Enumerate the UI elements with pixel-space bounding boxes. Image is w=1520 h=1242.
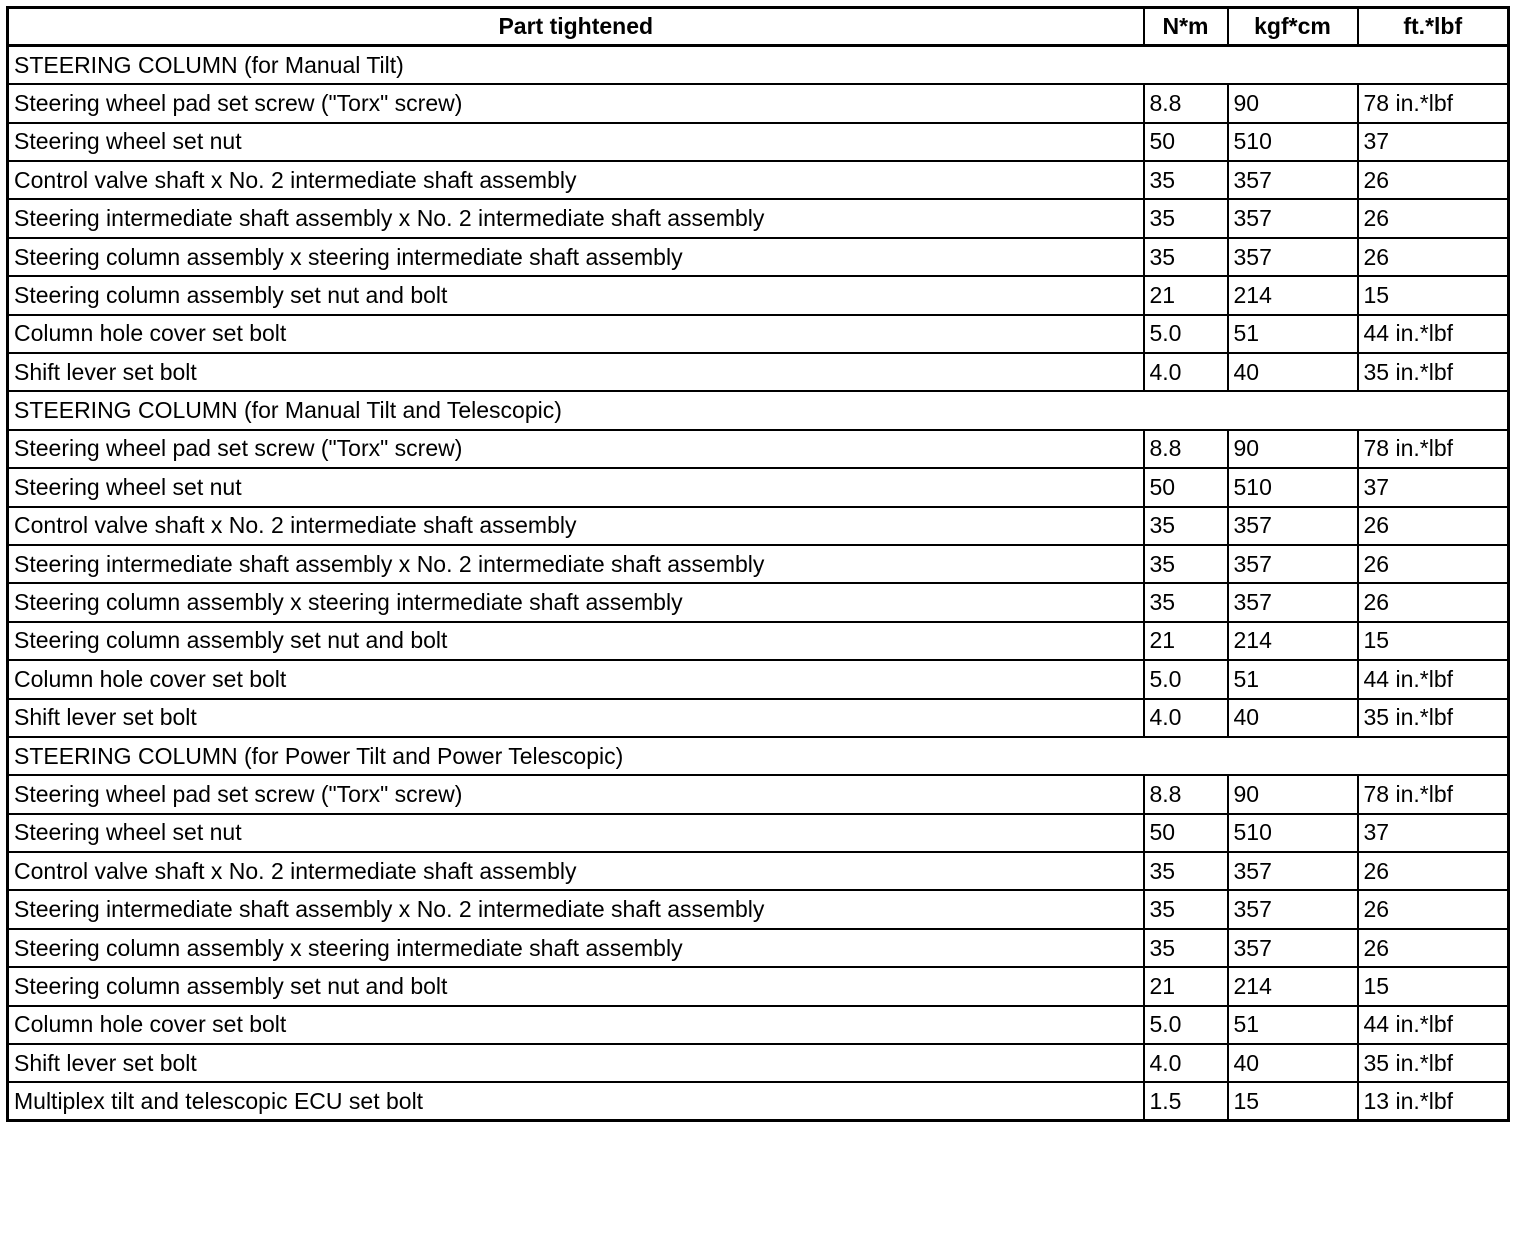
table-row [8,1082,1509,1120]
cell-ftlbf: 26 [1358,199,1509,237]
header-kgfcm: kgf*cm [1228,8,1358,46]
cell-nm: 35 [1144,852,1228,890]
cell-nm: 5.0 [1144,315,1228,353]
cell-nm: 21 [1144,967,1228,1005]
cell-kgfcm: 90 [1228,775,1358,813]
section-row [8,737,1509,775]
cell-kgfcm: 357 [1228,161,1358,199]
cell-part-tightened: Steering wheel set nut [8,468,1144,506]
cell-nm: 50 [1144,123,1228,161]
cell-nm: 8.8 [1144,430,1228,468]
cell-part-tightened: Steering wheel pad set screw ("Torx" screw) [8,84,1144,122]
torque-spec-table [6,6,1510,1122]
cell-kgfcm: 214 [1228,276,1358,314]
cell-kgfcm: 357 [1228,583,1358,621]
cell-part-tightened: Steering intermediate shaft assembly x No. 2 intermediate shaft assembly [8,890,1144,928]
table-row [8,583,1509,621]
cell-ftlbf: 37 [1358,123,1509,161]
table-row [8,238,1509,276]
cell-ftlbf: 15 [1358,276,1509,314]
section-row [8,391,1509,429]
cell-kgfcm: 214 [1228,967,1358,1005]
cell-ftlbf: 15 [1358,622,1509,660]
cell-nm: 5.0 [1144,660,1228,698]
cell-ftlbf: 26 [1358,161,1509,199]
table-row [8,468,1509,506]
cell-kgfcm: 510 [1228,123,1358,161]
cell-part-tightened: Steering column assembly x steering intermediate shaft assembly [8,929,1144,967]
table-row [8,507,1509,545]
cell-ftlbf: 26 [1358,890,1509,928]
section-title: STEERING COLUMN (for Manual Tilt) [8,46,1509,84]
cell-nm: 35 [1144,583,1228,621]
cell-ftlbf: 26 [1358,852,1509,890]
table-row [8,929,1509,967]
cell-nm: 21 [1144,622,1228,660]
cell-nm: 5.0 [1144,1006,1228,1044]
table-row [8,84,1509,122]
cell-ftlbf: 26 [1358,545,1509,583]
table-row [8,1044,1509,1082]
cell-part-tightened: Steering column assembly x steering intermediate shaft assembly [8,238,1144,276]
cell-part-tightened: Control valve shaft x No. 2 intermediate shaft assembly [8,507,1144,545]
table-row [8,430,1509,468]
cell-nm: 50 [1144,468,1228,506]
cell-kgfcm: 40 [1228,353,1358,391]
cell-nm: 35 [1144,199,1228,237]
cell-part-tightened: Multiplex tilt and telescopic ECU set bolt [8,1082,1144,1120]
cell-part-tightened: Column hole cover set bolt [8,315,1144,353]
table-row [8,967,1509,1005]
cell-part-tightened: Control valve shaft x No. 2 intermediate shaft assembly [8,852,1144,890]
table-row [8,660,1509,698]
cell-nm: 50 [1144,814,1228,852]
section-title: STEERING COLUMN (for Manual Tilt and Telescopic) [8,391,1509,429]
table-row [8,353,1509,391]
cell-part-tightened: Steering column assembly x steering intermediate shaft assembly [8,583,1144,621]
cell-ftlbf: 13 in.*lbf [1358,1082,1509,1120]
cell-kgfcm: 40 [1228,699,1358,737]
table-row [8,545,1509,583]
cell-nm: 1.5 [1144,1082,1228,1120]
cell-ftlbf: 26 [1358,929,1509,967]
cell-ftlbf: 37 [1358,468,1509,506]
cell-nm: 8.8 [1144,84,1228,122]
table-row [8,699,1509,737]
cell-part-tightened: Shift lever set bolt [8,353,1144,391]
cell-ftlbf: 15 [1358,967,1509,1005]
cell-part-tightened: Column hole cover set bolt [8,660,1144,698]
cell-ftlbf: 78 in.*lbf [1358,775,1509,813]
cell-part-tightened: Steering intermediate shaft assembly x No. 2 intermediate shaft assembly [8,199,1144,237]
cell-part-tightened: Shift lever set bolt [8,699,1144,737]
cell-part-tightened: Column hole cover set bolt [8,1006,1144,1044]
cell-part-tightened: Steering wheel pad set screw ("Torx" screw) [8,430,1144,468]
cell-part-tightened: Control valve shaft x No. 2 intermediate shaft assembly [8,161,1144,199]
table-body [8,46,1509,1121]
cell-part-tightened: Steering wheel pad set screw ("Torx" screw) [8,775,1144,813]
cell-nm: 8.8 [1144,775,1228,813]
cell-kgfcm: 40 [1228,1044,1358,1082]
cell-kgfcm: 357 [1228,545,1358,583]
cell-nm: 4.0 [1144,1044,1228,1082]
header-ftlbf: ft.*lbf [1358,8,1509,46]
cell-kgfcm: 357 [1228,929,1358,967]
cell-ftlbf: 78 in.*lbf [1358,84,1509,122]
table-row [8,775,1509,813]
cell-kgfcm: 51 [1228,660,1358,698]
cell-ftlbf: 37 [1358,814,1509,852]
cell-ftlbf: 35 in.*lbf [1358,1044,1509,1082]
cell-kgfcm: 90 [1228,84,1358,122]
cell-nm: 35 [1144,890,1228,928]
cell-kgfcm: 357 [1228,199,1358,237]
cell-part-tightened: Steering column assembly set nut and bolt [8,967,1144,1005]
cell-part-tightened: Steering intermediate shaft assembly x No. 2 intermediate shaft assembly [8,545,1144,583]
header-nm: N*m [1144,8,1228,46]
cell-nm: 35 [1144,507,1228,545]
cell-nm: 4.0 [1144,699,1228,737]
table-row [8,1006,1509,1044]
table-row [8,161,1509,199]
cell-kgfcm: 357 [1228,507,1358,545]
cell-part-tightened: Steering column assembly set nut and bolt [8,276,1144,314]
table-row [8,890,1509,928]
cell-part-tightened: Steering column assembly set nut and bolt [8,622,1144,660]
cell-ftlbf: 26 [1358,583,1509,621]
table-row [8,199,1509,237]
cell-nm: 4.0 [1144,353,1228,391]
cell-nm: 21 [1144,276,1228,314]
table-row [8,814,1509,852]
table-row [8,315,1509,353]
cell-ftlbf: 35 in.*lbf [1358,699,1509,737]
cell-kgfcm: 510 [1228,814,1358,852]
cell-part-tightened: Steering wheel set nut [8,814,1144,852]
cell-ftlbf: 44 in.*lbf [1358,1006,1509,1044]
table-row [8,852,1509,890]
cell-ftlbf: 44 in.*lbf [1358,315,1509,353]
table-row [8,276,1509,314]
cell-kgfcm: 357 [1228,238,1358,276]
cell-part-tightened: Shift lever set bolt [8,1044,1144,1082]
header-part-tightened: Part tightened [8,8,1144,46]
table-row [8,622,1509,660]
cell-nm: 35 [1144,929,1228,967]
section-row [8,46,1509,84]
cell-kgfcm: 357 [1228,852,1358,890]
cell-kgfcm: 214 [1228,622,1358,660]
cell-kgfcm: 510 [1228,468,1358,506]
cell-kgfcm: 357 [1228,890,1358,928]
cell-nm: 35 [1144,238,1228,276]
cell-ftlbf: 78 in.*lbf [1358,430,1509,468]
cell-kgfcm: 51 [1228,315,1358,353]
cell-part-tightened: Steering wheel set nut [8,123,1144,161]
header-row [8,8,1509,46]
cell-ftlbf: 26 [1358,507,1509,545]
cell-ftlbf: 35 in.*lbf [1358,353,1509,391]
table-row [8,123,1509,161]
cell-nm: 35 [1144,161,1228,199]
cell-kgfcm: 90 [1228,430,1358,468]
section-title: STEERING COLUMN (for Power Tilt and Power Telescopic) [8,737,1509,775]
cell-kgfcm: 15 [1228,1082,1358,1120]
cell-kgfcm: 51 [1228,1006,1358,1044]
cell-ftlbf: 44 in.*lbf [1358,660,1509,698]
cell-ftlbf: 26 [1358,238,1509,276]
cell-nm: 35 [1144,545,1228,583]
